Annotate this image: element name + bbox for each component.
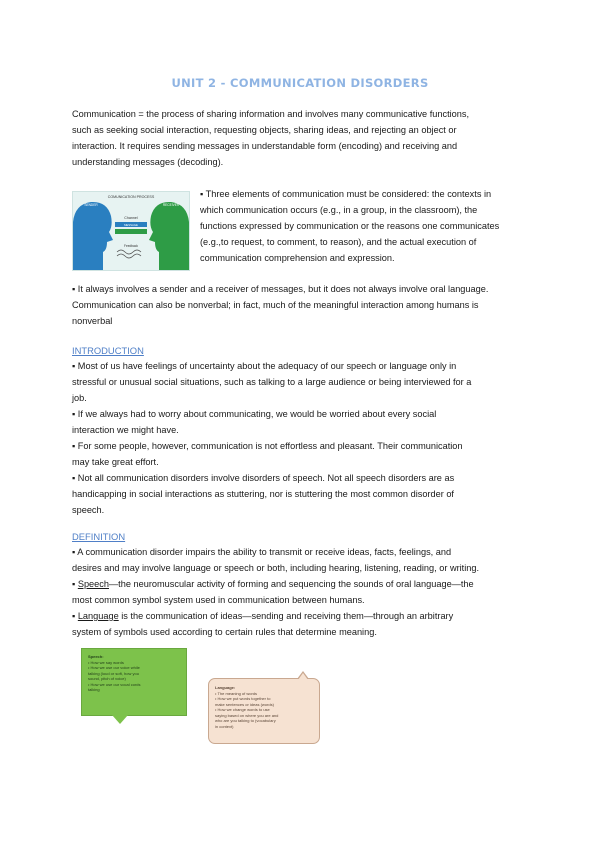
- text-line: interaction. It requires sending messages in understandable form (encoding) and receiving and: [72, 141, 458, 151]
- speech-callout-title: Speech:: [88, 654, 104, 659]
- communication-process-illustration: [73, 192, 189, 270]
- text-line: Communication = the process of sharing information and involves many communicative functions,: [72, 109, 470, 119]
- text-line: ▪ A communication disorder impairs the ability to transmit or receive ideas, facts, feelings, and: [72, 547, 452, 557]
- figure-channel-label: Channel: [124, 216, 138, 220]
- figure-sender-label: SENDER: [84, 203, 98, 207]
- text-line: such as seeking social interaction, requesting objects, sharing ideas, and rejecting an object or: [72, 125, 457, 135]
- callout-line: sound, pitch of voice): [88, 676, 126, 681]
- intro-paragraph: [72, 106, 532, 170]
- text-line: ▪ Most of us have feelings of uncertainty about the adequacy of our speech or language only in: [72, 361, 457, 371]
- callout-line: • How we use our vocal cords: [88, 681, 141, 687]
- text-line: speech.: [72, 505, 105, 515]
- figure-message-label: MESSAGE: [124, 223, 138, 227]
- bullet: ▪: [72, 579, 78, 589]
- text-line: desires and may involve language or speech or both, including hearing, listening, reading, or writing.: [72, 563, 480, 573]
- callout-line: talking: [88, 687, 100, 692]
- callout-line: in context): [215, 723, 234, 729]
- introduction-body: [72, 358, 532, 518]
- text-line: job.: [72, 393, 87, 403]
- text-line: functions expressed by communication or the reasons one communicates: [200, 221, 500, 231]
- callout-line: • How we say words: [88, 659, 124, 665]
- communication-process-figure: [72, 191, 190, 271]
- text-line: most common symbol system used in communication between humans.: [72, 595, 365, 605]
- speech-term: Speech: [77, 579, 109, 589]
- callout-line: • How we use our voice while: [88, 665, 140, 670]
- language-callout-text: [215, 685, 278, 729]
- text-line: ▪ For some people, however, communication is not effortless and pleasant. Their communication: [72, 441, 463, 451]
- callout-line: • How we put words together to: [215, 696, 271, 701]
- speech-callout: [81, 648, 187, 716]
- text-line: stressful or unusual social situations, such as talking to a large audience or being interviewed for a: [72, 377, 472, 387]
- callout-line: talking (loud or soft, how you: [88, 670, 139, 676]
- callout-line: • How we change words to use: [215, 707, 270, 712]
- page-title: UNIT 2 - COMMUNICATION DISORDERS: [171, 76, 429, 90]
- callout-line: who are you talking to (vocabulary: [215, 718, 276, 723]
- language-definition-line: [72, 608, 532, 624]
- text-line: which communication occurs (e.g., in a group, in the classroom), the: [200, 205, 478, 215]
- callout-line: saying based on where you are and: [215, 712, 279, 718]
- figure-feedback-label: Feedback: [124, 244, 138, 248]
- language-definition-text: is the communication of ideas—sending and receiving them—through an arbitrary: [118, 611, 454, 621]
- text-line: may take great effort.: [72, 457, 159, 467]
- text-line: handicapping in social interactions as stuttering, nor is stuttering the most common disorder of: [72, 489, 454, 499]
- callout-line: • The meaning of words: [215, 690, 258, 696]
- text-line: ▪ Three elements of communication must be considered: the contexts in: [200, 189, 492, 199]
- definition-body: [72, 544, 532, 640]
- text-line: understanding messages (decoding).: [72, 157, 224, 167]
- speech-definition-text: —the neuromuscular activity of forming and sequencing the sounds of oral language—the: [108, 579, 474, 589]
- speech-callout-text: [88, 654, 141, 693]
- sender-paragraph: [72, 281, 532, 329]
- text-line: system of symbols used according to certain rules that determine meaning.: [72, 627, 377, 637]
- text-line: interaction we might have.: [72, 425, 179, 435]
- text-line: communication comprehension and expression.: [200, 253, 395, 263]
- text-line: (e.g.,to request, to comment, to reason), and the actual execution of: [200, 237, 477, 247]
- figure-title: COMUNICATION PROCESS: [107, 195, 155, 199]
- bullet: ▪: [72, 611, 78, 621]
- callout-notch-inner: [298, 673, 308, 680]
- figure-receiver-label: RECEIVER: [162, 203, 180, 207]
- elements-paragraph: [200, 186, 535, 266]
- language-callout: [208, 678, 320, 744]
- language-term: Language: [77, 611, 119, 621]
- introduction-heading: INTRODUCTION: [72, 345, 144, 356]
- text-line: ▪ Not all communication disorders involve disorders of speech. Not all speech disorders are as: [72, 473, 455, 483]
- callout-line: make sentences or ideas (words): [215, 701, 274, 707]
- definition-heading: DEFINITION: [72, 531, 126, 542]
- text-line: ▪ It always involves a sender and a receiver of messages, but it does not always involve oral language.: [72, 284, 489, 294]
- text-line: nonverbal: [72, 316, 113, 326]
- speech-definition-line: [72, 576, 532, 592]
- text-line: Communication can also be nonverbal; in fact, much of the meaningful interaction among humans is: [72, 300, 479, 310]
- language-callout-title: Language:: [215, 685, 236, 690]
- text-line: ▪ If we always had to worry about communicating, we would be worried about every social: [72, 409, 437, 419]
